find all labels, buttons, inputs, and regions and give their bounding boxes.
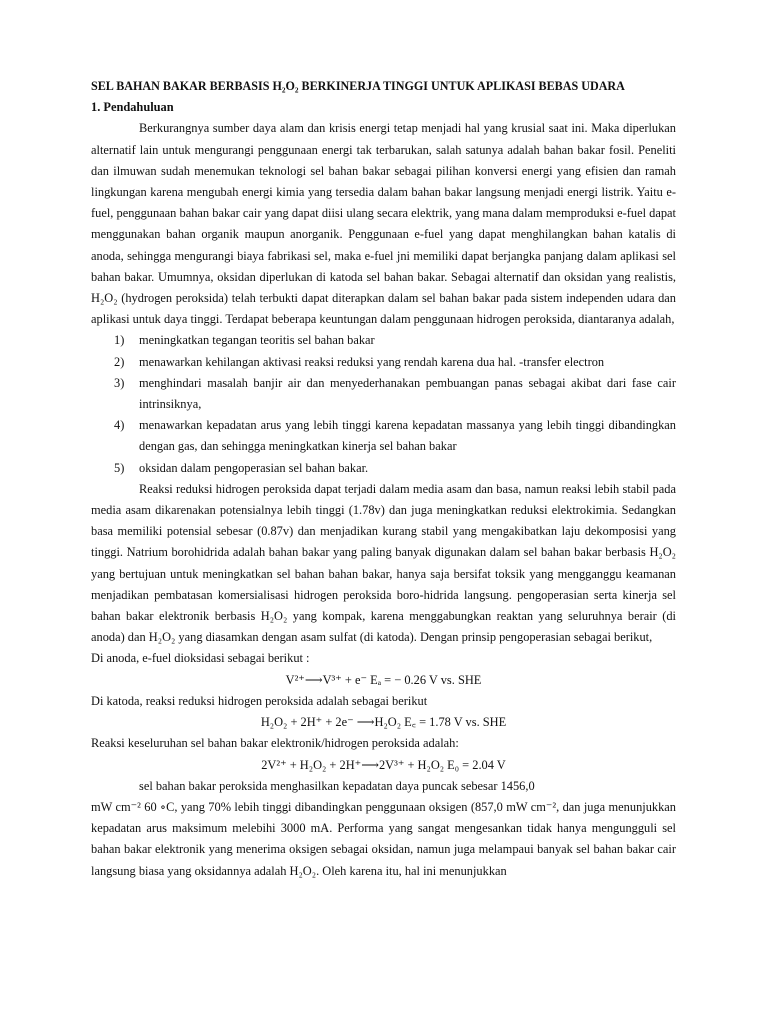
list-item-number: 3) — [114, 375, 125, 390]
list-item-text: oksidan dalam pengoperasian sel bahan bakar. — [139, 460, 369, 475]
cathode-intro: Di katoda, reaksi reduksi hidrogen peroksida adalah sebagai berikut — [91, 693, 428, 708]
overall-intro: Reaksi keseluruhan sel bahan bakar elektronik/hidrogen peroksida adalah: — [91, 736, 459, 751]
equation-cathode: H₂O₂ + 2H⁺ + 2e⁻ ⟶H₂O₂ E꜀ = 1.78 V vs. SHE — [260, 715, 507, 730]
document-page — [91, 76, 676, 882]
equation-anode: V²⁺⟶V³⁺ + e⁻ Eₐ = − 0.26 V vs. SHE — [285, 672, 482, 687]
list-item — [91, 458, 676, 479]
list-item-number: 1) — [114, 333, 125, 348]
list-item — [91, 352, 676, 373]
list-item — [91, 330, 676, 351]
paragraph-performance: mW cm⁻² 60 ∘C, yang 70% lebih tinggi dibandingkan penggunaan oksigen (857,0 mW cm⁻², dan juga menunjukkan kepadatan arus maksimum melebihi 3000 mA. Performa yang sangat mengesankan tidak hanya mengungguli sel bahan bakar elektronik yang menerima oksigen sebagai oksidan, namun juga melampaui banyak sel bahan bakar cair langsung biasa yang oksidannya adalah H₂O₂. Oleh karena itu, hal ini menunjukkan — [91, 799, 676, 878]
advantages-list — [91, 330, 676, 478]
equation-overall: 2V²⁺ + H₂O₂ + 2H⁺⟶2V³⁺ + H₂O₂ E₀ = 2.04 V — [261, 757, 506, 772]
list-item-number: 2) — [114, 354, 125, 369]
section-heading: 1. Pendahuluan — [91, 100, 174, 115]
document-title: SEL BAHAN BAKAR BERBASIS H₂O₂ BERKINERJA TINGGI UNTUK APLIKASI BEBAS UDARA — [91, 79, 625, 93]
list-item-text: menghindari masalah banjir air dan menyederhanakan pembuangan panas sebagai akibat dari fase cair intrinsiknya, — [139, 375, 676, 412]
list-item-number: 5) — [114, 460, 125, 475]
list-item-text: meningkatkan tegangan teoritis sel bahan bakar — [139, 333, 375, 348]
anode-intro: Di anoda, e-fuel dioksidasi sebagai berikut : — [91, 651, 310, 666]
list-item-number: 4) — [114, 418, 125, 433]
list-item-text: menawarkan kehilangan aktivasi reaksi reduksi yang rendah karena dua hal. -transfer electron — [139, 354, 605, 369]
paragraph-reaction: Reaksi reduksi hidrogen peroksida dapat terjadi dalam media asam dan basa, namun reaksi lebih stabil pada media asam dikarenakan potensialnya lebih tinggi (1.78v) dan juga meningkatkan reduksi elektrokimia. Sedangkan basa memiliki potensial sebesar (0.87v) dan menjadikan kurang stabil yang mengakibatkan laju dekomposisi yang tinggi. Natrium borohidrida adalah bahan bakar yang paling banyak digunakan dalam sel bahan bakar berbasis H₂O₂ yang bertujuan untuk meningkatkan sel bahan bahan bakar, hanya saja bersifat toksik yang mengganggu keamanan menjadikan pembatasan komersialisasi hidrogen peroksida boro-hidrida langsung. pengoperasian serta kinerja sel bahan bakar elektronik berbasis H₂O₂ yang kompak, karena menggabungkan reaktan yang seluruhnya berair (di anoda) dan H₂O₂ yang diasamkan dengan asam sulfat (di katoda). Dengan prinsip pengoperasian sebagai berikut, — [91, 481, 676, 645]
paragraph-performance-first-line: sel bahan bakar peroksida menghasilkan kepadatan daya puncak sebesar 1456,0 — [139, 778, 535, 793]
list-item-text: menawarkan kepadatan arus yang lebih tinggi karena kepadatan massanya yang lebih tinggi dibandingkan dengan gas, dan sehingga meningkatkan kinerja sel bahan bakar — [139, 418, 676, 454]
list-item — [91, 415, 676, 457]
paragraph-introduction: Berkurangnya sumber daya alam dan krisis energi tetap menjadi hal yang krusial saat ini. Maka diperlukan alternatif lain untuk mengurangi penggunaan energi tak terbarukan, salah satunya adalah bahan bakar fosil. Peneliti dan ilmuwan sudah menemukan teknologi sel bahan bakar sebagai pilihan konversi energi yang efisien dan ramah lingkungan karena mengubah energi kimia yang tersedia dalam bahan bakar langsung menjadi energi listrik. Yaitu e-fuel, penggunaan bahan bakar cair yang dapat diisi ulang secara elektrik, yang mana dalam memproduksi e-fuel dapat menggunakan bahan organik maupun anorganik. Penggunaan e-fuel yang dapat menghilangkan bahan katalis di anoda, sehingga mengurangi biaya fabrikasi sel, maka e-fuel jni memiliki dapat berjangka panjang dalam aplikasi sel bahan bakar. Umumnya, oksidan diperlukan di katoda sel bahan bakar. Sebagai alternatif dan oksidan yang realistis, H₂O₂ (hydrogen peroksida) telah terbukti dapat diterapkan dalam sel bahan bakar pada sistem independen udara dan aplikasi untuk daya tinggi. Terdapat beberapa keuntungan dalam penggunaan hidrogen peroksida, diantaranya adalah, — [91, 121, 676, 327]
list-item — [91, 373, 676, 415]
